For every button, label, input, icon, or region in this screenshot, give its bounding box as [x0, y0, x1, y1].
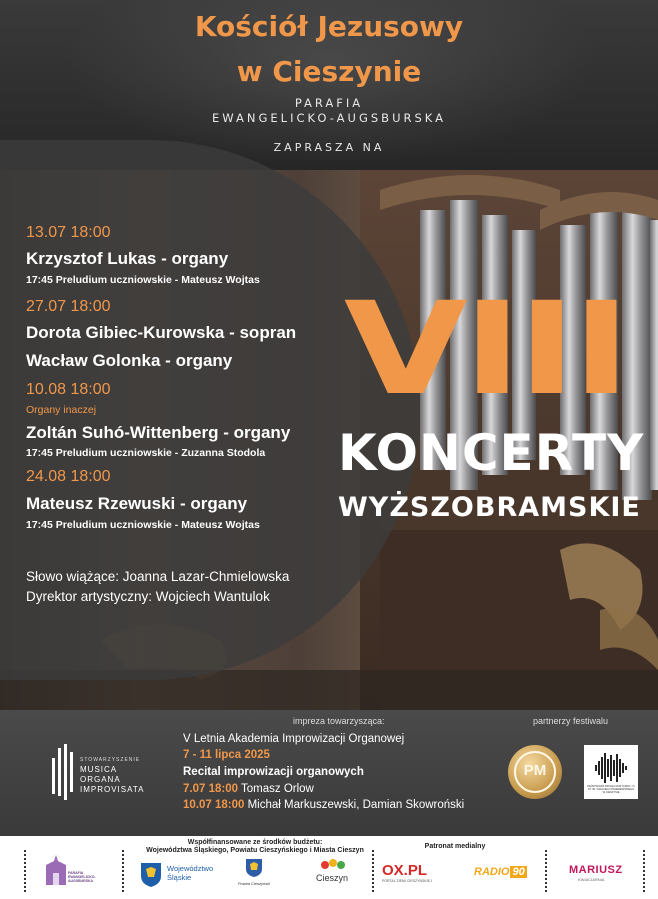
funding-line2: Województwa Śląskiego, Powiatu Cieszyńskiego i Miasta Cieszyn [146, 847, 364, 854]
musica-organa-logo-icon [50, 744, 80, 800]
divider [24, 850, 26, 892]
cieszyn-dots-icon [320, 858, 346, 872]
divider [122, 850, 124, 892]
event-2-date: 27.07 18:00 [26, 298, 111, 315]
mariusz-logo: MARIUSZ [569, 864, 623, 876]
radio90-text-b: 90 [512, 866, 525, 878]
credit-dyrektor: Dyrektor artystyczny: Wojciech Wantulok [26, 589, 270, 604]
funding-line1: Współfinansowane ze środków budżetu: [187, 839, 323, 846]
divider [643, 850, 645, 892]
divider [372, 850, 374, 892]
event-3-date: 10.08 18:00 [26, 381, 111, 398]
powiat-crest-icon [245, 858, 263, 878]
oxpl-sub: PORTAL ZIEMI CIESZYŃSKIEJ [382, 879, 432, 883]
side-event-title: V Letnia Akademia Improwizacji Organowej [183, 733, 405, 745]
day1-name: Tomasz Orlow [241, 783, 314, 795]
oxpl-logo: OX.PL [382, 862, 428, 879]
musica-line0: STOWARZYSZENIE [80, 757, 141, 763]
event-2-performer-2: Wacław Golonka - organy [26, 351, 233, 370]
festival-numeral: VIII [343, 275, 627, 424]
festival-name-line2: WYŻSZOBRAMSKIE [338, 492, 641, 523]
pm-partner-logo [508, 745, 562, 799]
event-4-performer: Mateusz Rzewuski - organy [26, 494, 248, 513]
day2-name: Michał Markuszewski, Damian Skowroński [247, 799, 465, 811]
side-event-dates: 7 - 11 lipca 2025 [183, 749, 270, 761]
divider [545, 850, 547, 892]
patronat-label: Patronat medialny [424, 843, 486, 850]
day2-time: 10.07 18:00 [183, 799, 245, 811]
event-3-prelude: 17:45 Preludium uczniowskie - Zuzanna Stodola [26, 447, 266, 459]
credit-slowo: Słowo wiążące: Joanna Lazar-Chmielowska [26, 569, 290, 584]
radio90-text-a: RADIO [474, 866, 510, 878]
event-1-prelude: 17:45 Preludium uczniowskie - Mateusz Wojtas [26, 274, 260, 286]
music-school-text: PAŃSTWOWA SZKOŁA MUZYCZNA I i II ST. IM. IGNACEGO PADEREWSKIEGO W CIESZYNIE [587, 785, 635, 795]
musica-line1: MUSICA [80, 765, 118, 774]
event-2-performer-1: Dorota Gibiec-Kurowska - sopran [26, 323, 297, 342]
side-event-day2 [183, 799, 464, 811]
event-1-date: 13.07 18:00 [26, 224, 111, 241]
event-4-date: 24.08 18:00 [26, 468, 111, 485]
side-event-recital: Recital improwizacji organowych [183, 766, 364, 778]
mariusz-sub: KWIACIARNIA [578, 877, 605, 882]
pm-logo-text: PM [523, 762, 547, 779]
cieszyn-text: Cieszyn [316, 873, 349, 883]
event-4-prelude: 17:45 Preludium uczniowskie - Mateusz Wojtas [26, 519, 260, 531]
event-1-performer: Krzysztof Lukas - organy [26, 249, 229, 268]
powiat-text: Powiat Cieszyński [237, 881, 271, 886]
church-title-line2: w Cieszynie [236, 55, 422, 88]
church-title-line1: Kościół Jezusowy [194, 10, 464, 43]
radio90-logo [474, 866, 527, 878]
side-event-label: impreza towarzysząca: [293, 716, 385, 726]
musica-line2: ORGANA [80, 775, 121, 784]
event-3-performer: Zoltán Suhó-Wittenberg - organy [26, 423, 291, 442]
parish-logo-text: PARAFIA EWANGELICKO-AUGSBURSKA [68, 871, 96, 883]
side-event-day1 [183, 783, 314, 795]
slaskie-eagle-icon [140, 862, 162, 888]
event-3-note: Organy inaczej [26, 404, 97, 416]
music-school-logo [584, 745, 638, 799]
musica-line3: IMPROVISATA [80, 785, 145, 794]
invite-text: ZAPRASZA NA [273, 141, 385, 154]
partners-label: partnerzy festiwalu [533, 716, 609, 726]
day1-time: 7.07 18:00 [183, 783, 238, 795]
slaskie-text-2: Śląskie [167, 873, 192, 882]
parish-line1: PARAFIA [294, 96, 364, 110]
parish-church-icon [44, 855, 68, 885]
soundwave-icon [584, 751, 638, 785]
slaskie-text-1: Województwo [167, 864, 214, 873]
parish-line2: EWANGELICKO-AUGSBURSKA [212, 111, 446, 125]
festival-name-line1: KONCERTY [338, 424, 645, 482]
